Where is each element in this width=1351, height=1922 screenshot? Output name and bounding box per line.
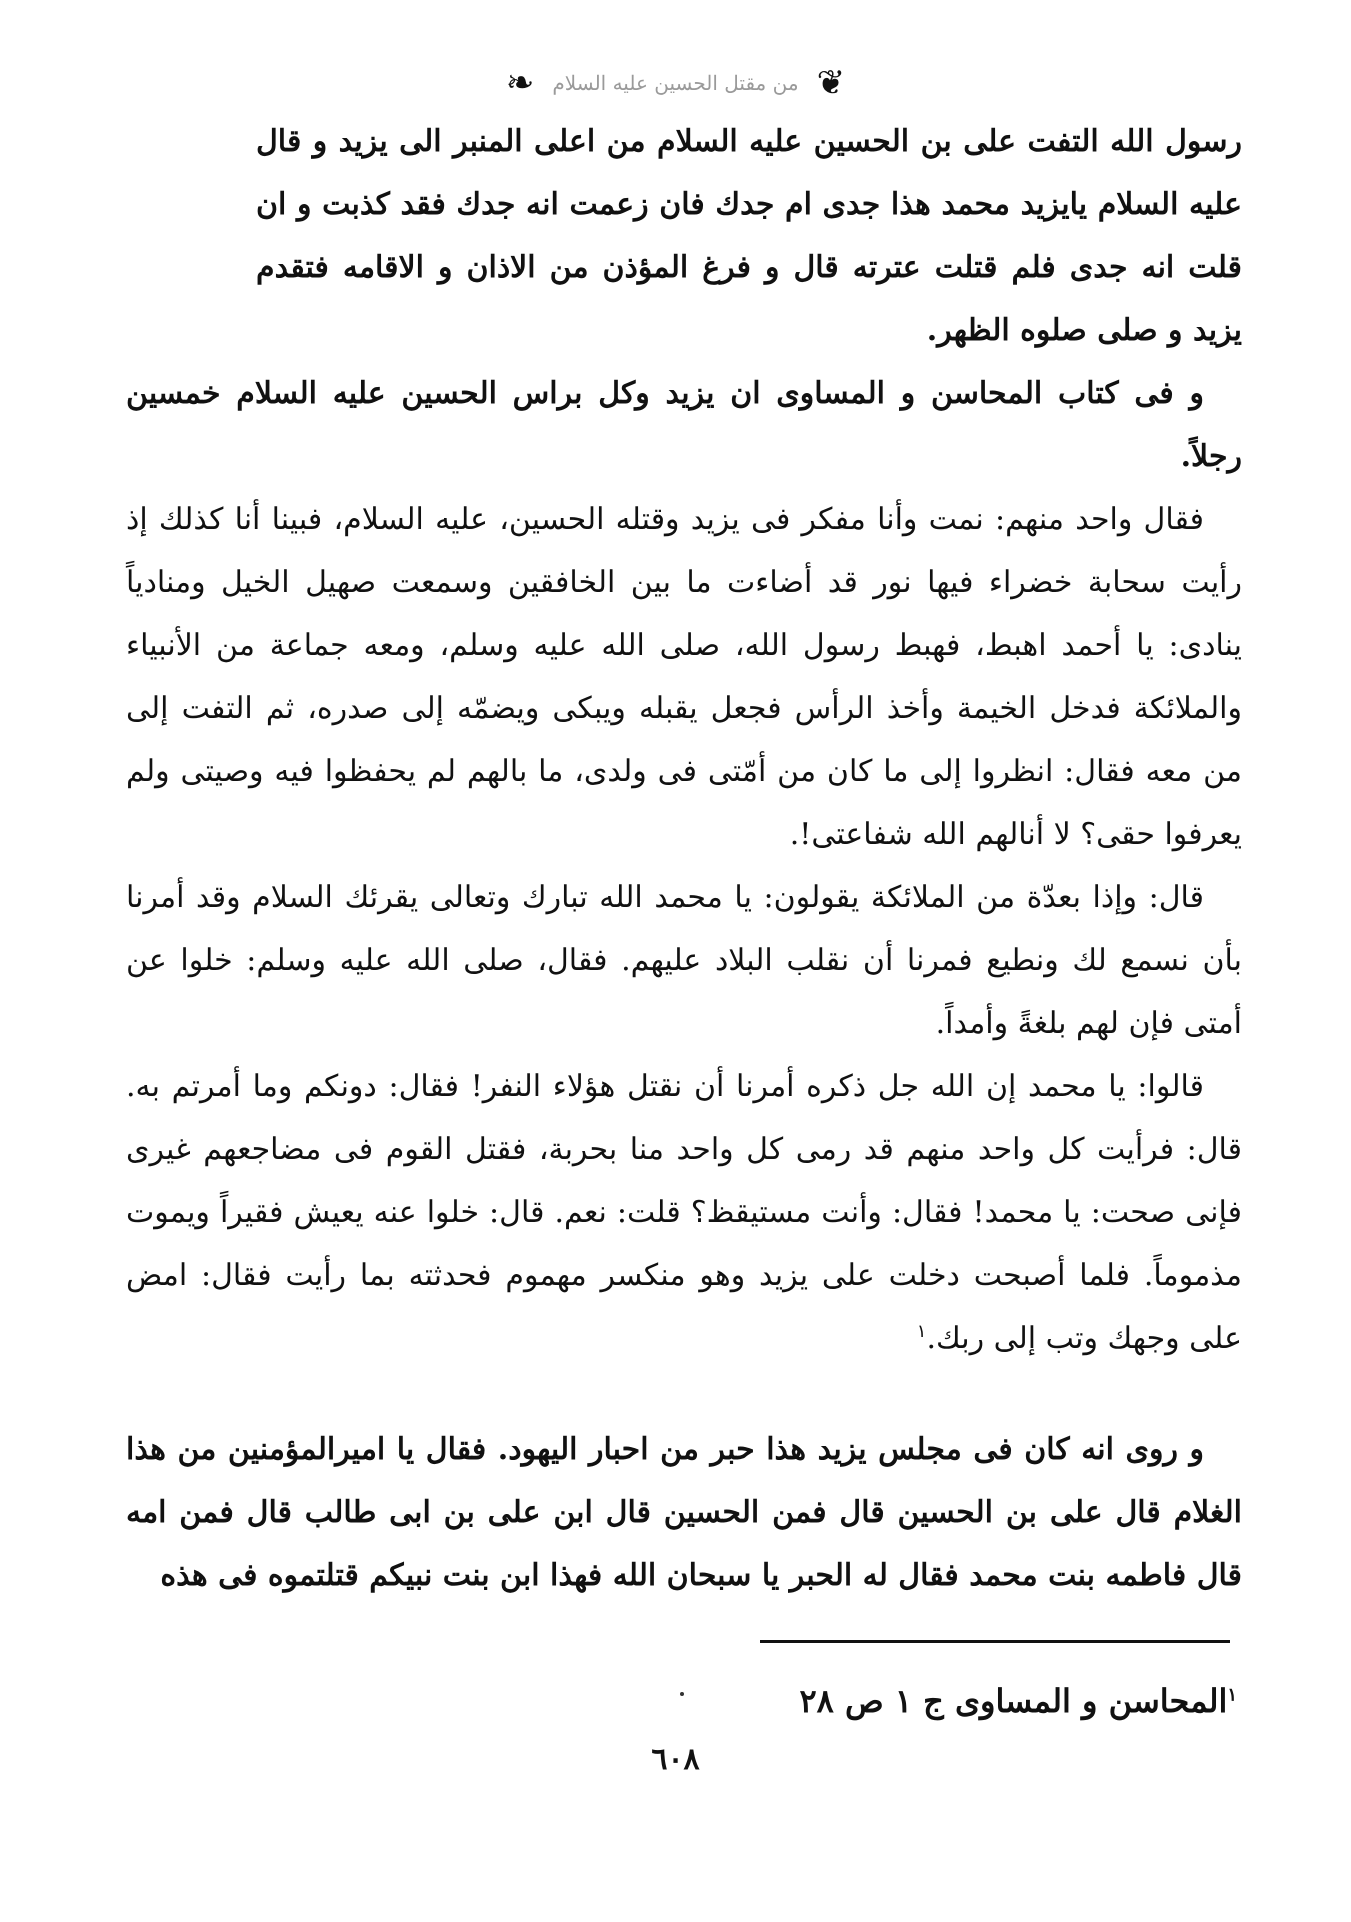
scan-speck bbox=[680, 1692, 684, 1696]
paragraph-6: و روى انه كان فى مجلس يزيد هذا حبر من احبار اليهود. فقال يا اميرالمؤمنين من هذا الغلام قال على بن الحسين قال فمن الحسين قال ابن على بن ابى طالب قال فمن امه قال فاطمه بنت محمد فقال له الحبر يا سبحان الله فهذا ابن بنت نبيكم قتلتموه فى هذه bbox=[126, 1432, 1242, 1593]
running-title: من مقتل الحسين عليه السلام bbox=[552, 71, 799, 95]
footnote-reference[interactable]: ١ bbox=[916, 1321, 927, 1342]
paragraph-5 bbox=[126, 1055, 1242, 1370]
main-text bbox=[126, 110, 1242, 1607]
paragraph-3: فقال واحد منهم: نمت وأنا مفكر فى يزيد وقتله الحسين، عليه السلام، فبينا أنا كذلك إذ رأيت سحابة خضراء فيها نور قد أضاءت ما بين الخافقين وسمعت صهيل الخيل ومنادياً ينادى: يا أحمد اهبط، فهبط رسول الله، صلى الله عليه وسلم، ومعه جماعة من الأنبياء والملائكة فدخل الخيمة وأخذ الرأس فجعل يقبله ويبكى ويضمّه إلى صدره، ثم التفت إلى من معه فقال: انظروا إلى ما كان من أمّتى فى ولدى، ما بالهم لم يحفظوا فيه وصيتى ولم يعرفوا حقى؟ لا أنالهم الله شفاعتى!. bbox=[126, 502, 1242, 852]
footnote-separator bbox=[760, 1640, 1230, 1643]
left-ornament-icon: ❦ bbox=[816, 63, 846, 103]
footnote-marker: ١ bbox=[1227, 1684, 1237, 1706]
page-header bbox=[0, 58, 1351, 108]
paragraph-5-text: قالوا: يا محمد إن الله جل ذكره أمرنا أن نقتل هؤلاء النفر! فقال: دونكم وما أمرتم به. قال: فرأيت كل واحد منهم قد رمى كل واحد منا بحربة، فقتل القوم فى مضاجعهم غيرى فإنى صحت: يا محمد! فقال: وأنت مستيقظ؟ قلت: نعم. قال: خلوا عنه يعيش فقيراً ويموت مذموماً. فلما أصبحت دخلت على يزيد وهو منكسر مهموم فحدثته بما رأيت فقال: امض على وجهك وتب إلى ربك. bbox=[126, 1069, 1242, 1356]
paragraph-2: و فى كتاب المحاسن و المساوى ان يزيد وكل براس الحسين عليه السلام خمسين رجلاً. bbox=[126, 376, 1242, 474]
page-number: ٦٠٨ bbox=[651, 1742, 700, 1777]
paragraph-1: رسول الله التفت على بن الحسين عليه السلام من اعلى المنبر الى يزيد و قال عليه السلام يايزيد محمد هذا جدى ام جدك فان زعمت انه جدك فقد كذبت و ان قلت انه جدى فلم قتلت عترته قال و فرغ المؤذن من الاذان و الاقامه فتقدم يزيد و صلى صلوه الظهر. bbox=[256, 124, 1242, 348]
paragraph-4: قال: وإذا بعدّة من الملائكة يقولون: يا محمد الله تبارك وتعالى يقرئك السلام وقد أمرنا بأن نسمع لك ونطيع فمرنا أن نقلب البلاد عليهم. فقال، صلى الله عليه وسلم: خلوا عن أمتى فإن لهم بلغةً وأمداً. bbox=[126, 880, 1242, 1041]
right-ornament-icon: ❧ bbox=[505, 63, 535, 103]
footnote bbox=[799, 1682, 1237, 1720]
paragraph-gap bbox=[126, 1370, 1242, 1418]
footnote-text: المحاسن و المساوى ج ١ ص ٢٨ bbox=[799, 1682, 1228, 1720]
